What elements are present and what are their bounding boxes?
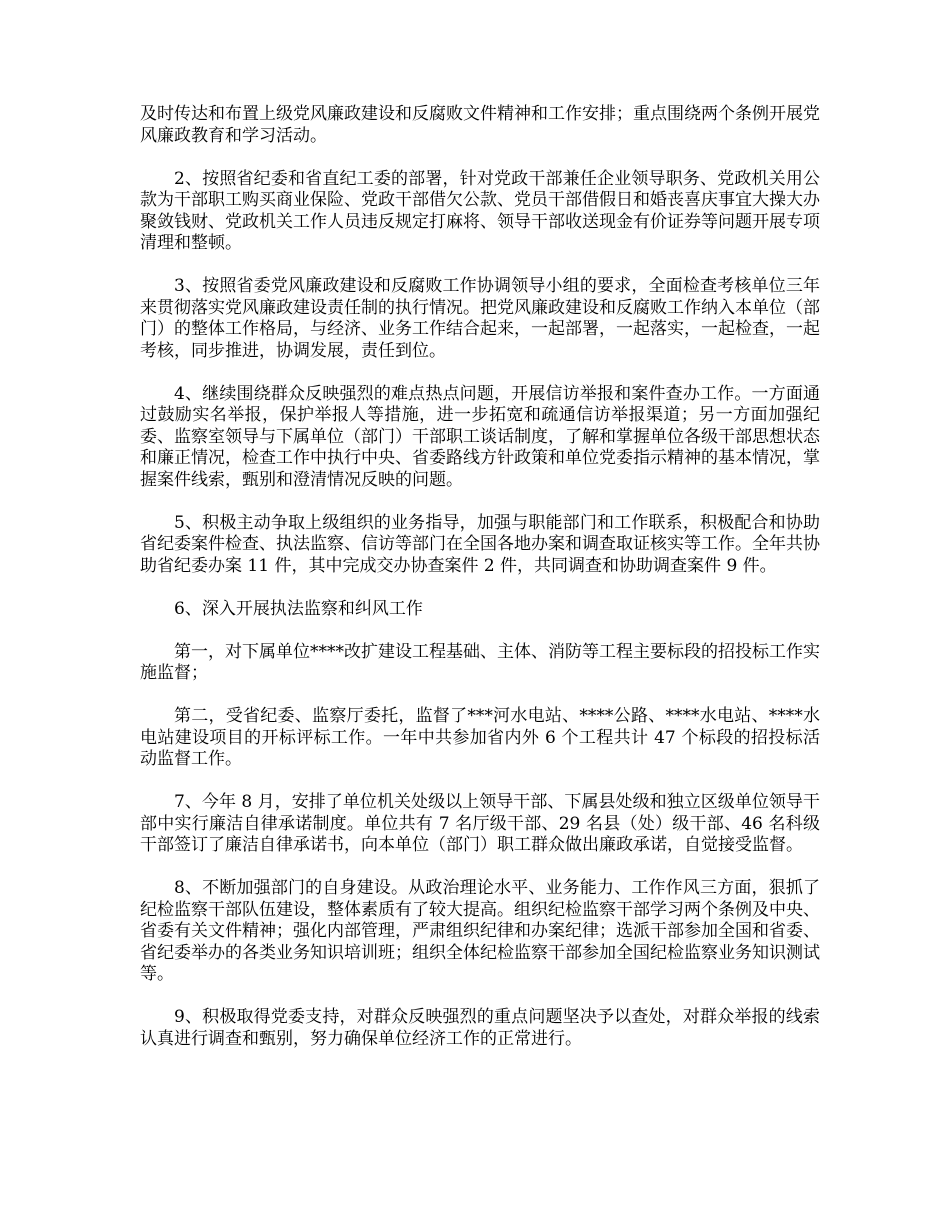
- paragraph-item-6-heading: 6、深入开展执法监察和纠风工作: [174, 598, 423, 619]
- paragraph-item-9: 9、积极取得党委支持，对群众反映强烈的重点问题坚决予以查处，对群众举报的线索认真进行调查和甄别，努力确保单位经济工作的正常进行。: [140, 1007, 820, 1049]
- paragraph-item-7: 7、今年 8 月，安排了单位机关处级以上领导干部、下属县处级和独立区级单位领导干部中实行廉洁自律承诺制度。单位共有 7 名厅级干部、29 名县（处）级干部、46 名科级干部签订了廉洁自律承诺书，向本单位（部门）职工群众做出廉政承诺，自觉接受监督。: [140, 792, 820, 855]
- paragraph-item-6-first: 第一，对下属单位****改扩建设工程基础、主体、消防等工程主要标段的招投标工作实施监督；: [140, 641, 820, 683]
- paragraph-item-8: 8、不断加强部门的自身建设。从政治理论水平、业务能力、工作作风三方面，狠抓了纪检监察干部队伍建设，整体素质有了较大提高。组织纪检监察干部学习两个条例及中央、省委有关文件精神；强化内部管理，严肃组织纪律和办案纪律；选派干部参加全国和省委、省纪委举办的各类业务知识培训班；组织全体纪检监察干部参加全国纪检监察业务知识测试等。: [140, 878, 820, 984]
- paragraph-item-6-second: 第二，受省纪委、监察厅委托，监督了***河水电站、****公路、****水电站、****水电站建设项目的开标评标工作。一年中共参加省内外 6 个工程共计 47 个标段的招投标活动监督工作。: [140, 706, 820, 769]
- paragraph-item-5: 5、积极主动争取上级组织的业务指导，加强与职能部门和工作联系，积极配合和协助省纪委案件检查、执法监察、信访等部门在全国各地办案和调查取证核实等工作。全年共协助省纪委办案 11 件，其中完成交办协查案件 2 件，共同调查和协助调查案件 9 件。: [140, 512, 820, 576]
- paragraph-item-4: 4、继续围绕群众反映强烈的难点热点问题，开展信访举报和案件查办工作。一方面通过鼓励实名举报，保护举报人等措施，进一步拓宽和疏通信访举报渠道；另一方面加强纪委、监察室领导与下属单位（部门）干部职工谈话制度，了解和掌握单位各级干部思想状态和廉正情况，检查工作中执行中央、省委路线方针政策和单位党委指示精神的基本情况，掌握案件线索，甄别和澄清情况反映的问题。: [140, 383, 820, 490]
- paragraph-item-2: 2、按照省纪委和省直纪工委的部署，针对党政干部兼任企业领导职务、党政机关用公款为干部职工购买商业保险、党政干部借欠公款、党员干部借假日和婚丧喜庆事宜大操大办聚敛钱财、党政机关工作人员违反规定打麻将、领导干部收送现金有价证券等问题开展专项清理和整顿。: [140, 168, 820, 253]
- paragraph-item-3: 3、按照省委党风廉政建设和反腐败工作协调领导小组的要求，全面检查考核单位三年来贯彻落实党风廉政建设责任制的执行情况。把党风廉政建设和反腐败工作纳入本单位（部门）的整体工作格局，与经济、业务工作结合起来，一起部署，一起落实，一起检查，一起考核，同步推进，协调发展，责任到位。: [140, 276, 820, 361]
- paragraph-intro: 及时传达和布置上级党风廉政建设和反腐败文件精神和工作安排；重点围绕两个条例开展党风廉政教育和学习活动。: [140, 104, 820, 146]
- document-body: [140, 104, 820, 1072]
